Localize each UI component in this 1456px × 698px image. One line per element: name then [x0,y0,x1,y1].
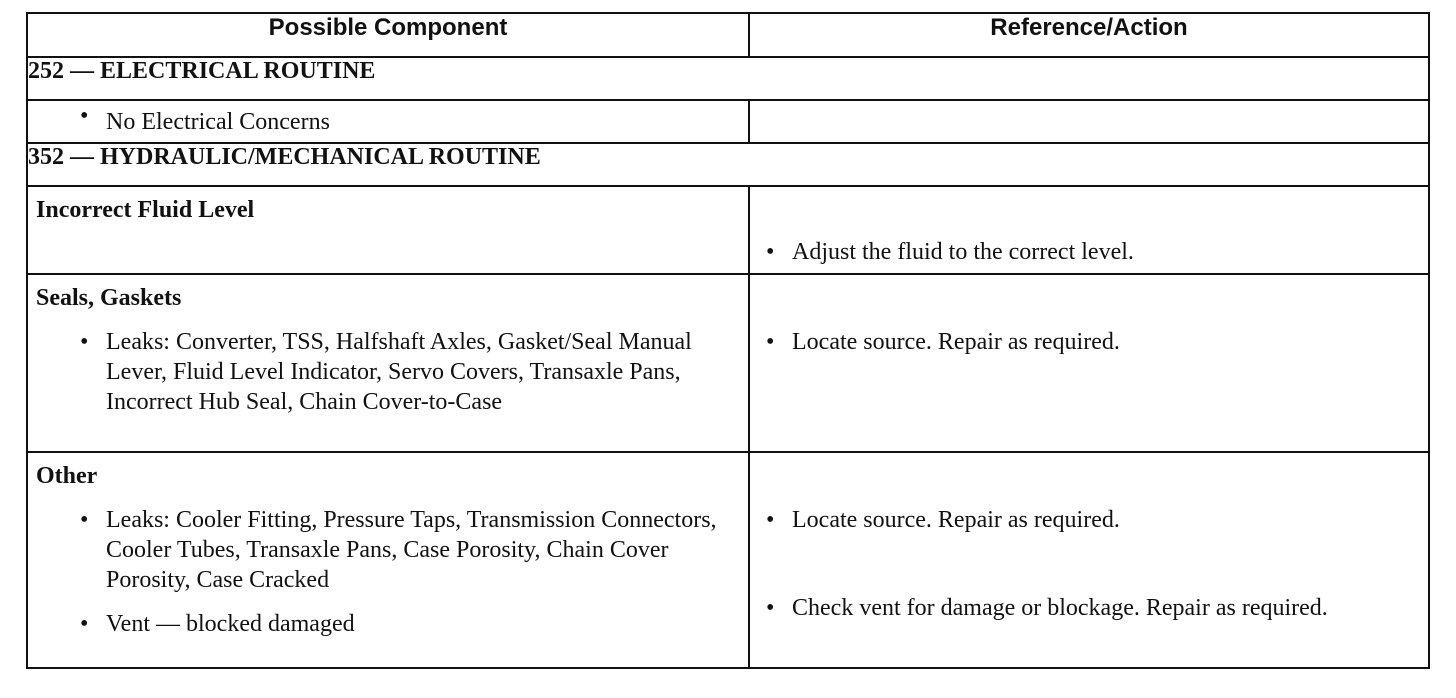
bullet-icon: • [766,239,775,265]
table-row-incorrect-fluid-level [27,186,1429,274]
section-electrical-routine: 252 — ELECTRICAL ROUTINE [27,57,1429,100]
bullet-icon: • [80,103,89,129]
cell-component [27,274,749,452]
diagnostic-table [26,12,1430,669]
cell-component [27,100,749,143]
list-item [28,327,748,417]
header-possible-component: Possible Component [27,13,749,57]
action-text: Check vent for damage or blockage. Repair as required. [792,595,1328,621]
action-text: Locate source. Repair as required. [792,507,1120,533]
bullet-icon: • [766,329,775,355]
cell-action [749,274,1429,452]
bullet-icon: • [766,507,775,533]
component-text: No Electrical Concerns [106,109,330,135]
component-text: Vent — blocked damaged [106,611,355,637]
component-title: Incorrect Fluid Level [36,197,255,223]
list-item [750,187,1428,267]
bullet-icon: • [80,611,89,637]
cell-action [749,186,1429,274]
list-item [28,101,748,137]
list-item [750,275,1428,357]
section-row-hydraulic [27,143,1429,186]
header-row [27,13,1429,57]
cell-action [749,452,1429,668]
section-hydraulic-mechanical-routine: 352 — HYDRAULIC/MECHANICAL ROUTINE [27,143,1429,186]
section-row-electrical [27,57,1429,100]
list-item [28,505,748,595]
list-item [28,609,748,639]
bullet-icon: • [80,329,89,355]
action-text: Adjust the fluid to the correct level. [792,239,1134,265]
component-text: Leaks: Cooler Fitting, Pressure Taps, Transmission Connectors, Cooler Tubes, Transaxle Pans, Case Porosity, Chain Cover Porosity, Case Cracked [106,507,717,593]
cell-component [27,186,749,274]
table-row-no-electrical-concerns [27,100,1429,143]
list-item [750,453,1428,535]
bullet-icon: • [766,595,775,621]
cell-action-empty [749,100,1429,143]
action-text: Locate source. Repair as required. [792,329,1120,355]
component-text: Leaks: Converter, TSS, Halfshaft Axles, Gasket/Seal Manual Lever, Fluid Level Indicator, Servo Covers, Transaxle Pans, Incorrect Hub Seal, Chain Cover-to-Case [106,329,692,415]
component-title: Other [36,463,98,489]
cell-component [27,452,749,668]
bullet-icon: • [80,507,89,533]
table-row-seals-gaskets [27,274,1429,452]
list-item [750,593,1428,623]
table-row-other [27,452,1429,668]
component-title: Seals, Gaskets [36,285,182,311]
header-reference-action: Reference/Action [749,13,1429,57]
